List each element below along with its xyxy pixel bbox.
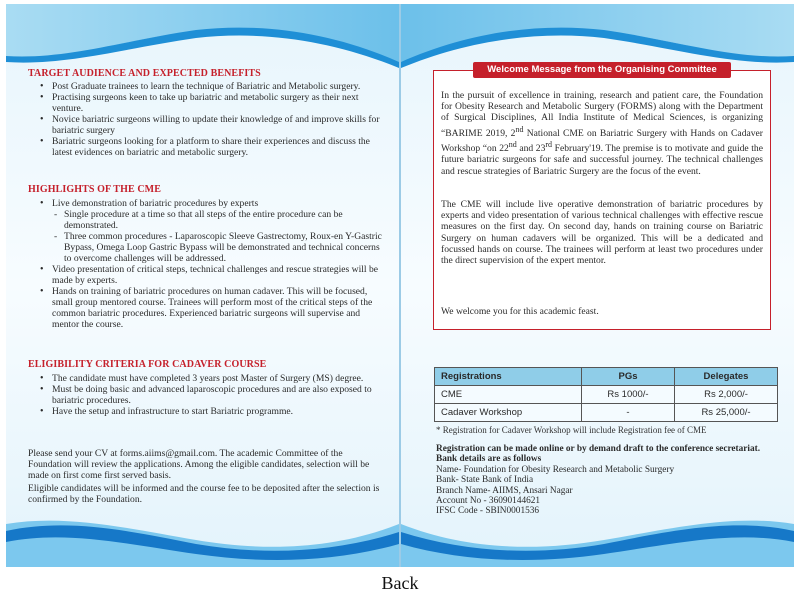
welcome-p1-text: February'19. The premise is to motivate and guide the future bariatric surgeons for safe and successful journey. The technical challenges and rescue strategies of Bariatric Surgery are the focus of the event. (441, 143, 763, 177)
welcome-paragraph-2: The CME will include live operative demonstration of bariatric procedures by experts and video presentation of various technical challenges with effective rescue measures on the first day. On second day, hands on training course on Bariatric Surgery on human cadavers will be organized. This will be a dedicated and focussed hands on course. The trainees will perform at least two procedures under the direct supervision of the expert mentor. (441, 199, 763, 267)
highlight-sublist (52, 209, 388, 264)
registration-instructions: Registration can be made online or by demand draft to the conference secretariat. (436, 444, 761, 454)
target-audience-heading: TARGET AUDIENCE AND EXPECTED BENEFITS (28, 68, 261, 79)
welcome-closing: We welcome you for this academic feast. (441, 306, 599, 317)
table-header-cell: Registrations (435, 368, 582, 386)
registration-bank-details (436, 444, 776, 517)
list-item: • Post Graduate trainees to learn the technique of Bariatric and Metabolic surgery. (28, 81, 388, 92)
bank-details-heading: Bank details are as follows (436, 454, 542, 465)
list-item: • Video presentation of critical steps, technical challenges and rescue strategies will be made by experts. (28, 264, 388, 286)
welcome-title-banner: Welcome Message from the Organising Committee (473, 62, 731, 78)
table-cell: Rs 1000/- (582, 386, 675, 404)
list-item: • The candidate must have completed 3 years post Master of Surgery (MS) degree. (28, 373, 388, 384)
eligibility-heading: ELIGIBILITY CRITERIA FOR CADAVER COURSE (28, 359, 267, 370)
table-cell: Rs 2,000/- (675, 386, 778, 404)
list-item: • Practising surgeons keen to take up bariatric and metabolic surgery as their next venture. (28, 92, 388, 114)
left-page (6, 4, 399, 567)
bank-line: Name- Foundation for Obesity Research and Metabolic Surgery (436, 464, 675, 475)
target-audience-list (28, 81, 388, 158)
welcome-p1-text: National CME on Bariatric Surgery with Hands on Cadaver Workshop “on 22 (441, 127, 764, 155)
eligibility-list (28, 373, 388, 417)
sub-list-item: - Three common procedures - Laparoscopic Sleeve Gastrectomy, Roux-en Y-Gastric Bypass, Omega Loop Gastric Bypass will be demonstrated and technical concerns to overcome challenges will be addressed. (52, 231, 388, 264)
welcome-paragraph-1 (441, 90, 763, 177)
superscript: rd (545, 140, 553, 149)
bank-line: Branch Name- AIIMS, Ansari Nagar (436, 485, 573, 496)
table-cell: - (582, 404, 675, 422)
welcome-p1-text: In the pursuit of excellence in training, research and patient care, the Foundation for Obesity Research and Metabolic Surgery (FORMS) along with the Department of Surgical Disciplines, All India Institute of Medical Sciences, is organizing “BARIME 2019, 2 (441, 90, 763, 139)
registration-fee-table (434, 367, 778, 422)
bank-line: IFSC Code - SBIN0001536 (436, 506, 540, 517)
table-cell: Rs 25,000/- (675, 404, 778, 422)
list-item: • Hands on training of bariatric procedures on human cadaver. This will be focused, small group mentored course. Trainees will perform most of the critical steps of the common bariatric procedures. Experienced bariatric surgeons will supervise and mentor the course. (28, 286, 388, 330)
application-instructions: Please send your CV at forms.aiims@gmail.com. The academic Committee of the Foundation will review the applications. Among the eligible candidates, selection will be made on first come first served basis. (28, 448, 370, 481)
table-row (435, 404, 778, 422)
list-item: • Novice bariatric surgeons willing to update their knowledge of and improve skills for bariatric surgery (28, 114, 388, 136)
brochure-spread (6, 4, 794, 567)
highlights-heading: HIGHLIGHTS OF THE CME (28, 184, 161, 195)
table-cell: CME (435, 386, 582, 404)
highlight-live-demo: Live demonstration of bariatric procedures by experts (52, 198, 259, 209)
cadaver-fee-note: * Registration for Cadaver Workshop will include Registration fee of CME (436, 425, 707, 435)
table-cell: Cadaver Workshop (435, 404, 582, 422)
list-item: • Must be doing basic and advanced laparoscopic procedures and are also exposed to bariatric procedures. (28, 384, 388, 406)
bank-line: Bank- State Bank of India (436, 475, 534, 486)
page-caption: Back (381, 573, 419, 593)
right-page (401, 4, 794, 567)
table-header-row (435, 368, 778, 386)
superscript: nd (515, 124, 524, 134)
sub-list-item: - Single procedure at a time so that all steps of the entire procedure can be demonstrated. (52, 209, 388, 231)
highlights-list (28, 198, 388, 330)
list-item: • Have the setup and infrastructure to start Bariatric programme. (28, 406, 388, 417)
welcome-p1-text: and 23 (516, 143, 546, 155)
list-item: • Bariatric surgeons looking for a platform to share their experiences and discuss the latest evidences on bariatric and metabolic surgery. (28, 136, 388, 158)
bank-line: Account No - 36090144621 (436, 496, 541, 507)
table-header-cell: Delegates (675, 368, 778, 386)
table-header-cell: PGs (582, 368, 675, 386)
fee-deposit-note: Eligible candidates will be informed and the course fee to be deposited after the selection is confirmed by the Foundation. (28, 483, 380, 505)
superscript: nd (508, 140, 517, 149)
table-row (435, 386, 778, 404)
list-item (28, 198, 388, 264)
